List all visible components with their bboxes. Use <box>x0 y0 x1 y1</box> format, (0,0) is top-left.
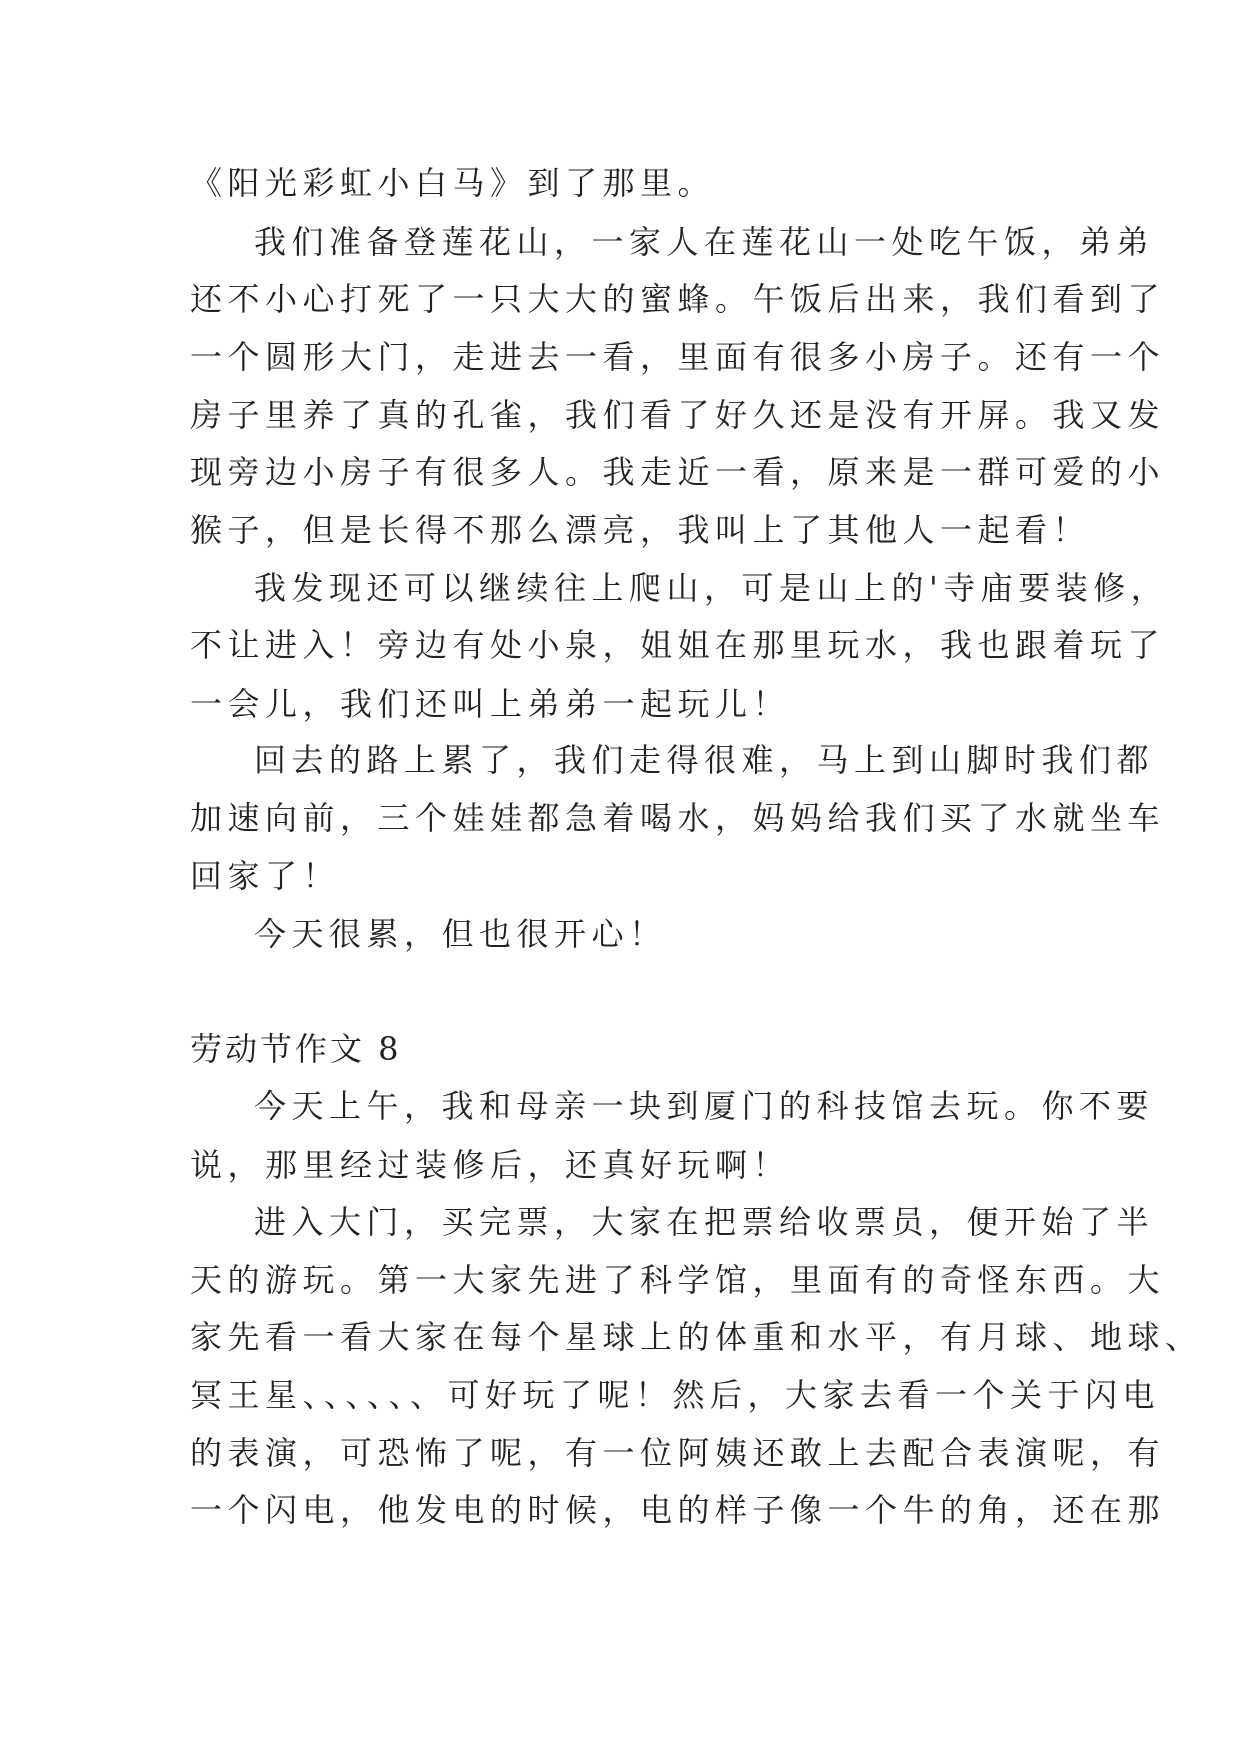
text-line: 现旁边小房子有很多人。我走近一看，原来是一群可爱的小 <box>190 453 1166 491</box>
text-line: 《阳光彩虹小白马》到了那里。 <box>190 164 716 202</box>
text-line: 加速向前，三个娃娃都急着喝水，妈妈给我们买了水就坐车 <box>190 799 1166 837</box>
text-line: 冥王星、、、、、、可好玩了呢！然后，大家去看一个关于闪电 <box>190 1376 1161 1414</box>
paragraph-start: 进入大门，买完票，大家在把票给收票员，便开始了半 <box>254 1203 1155 1241</box>
text-line: 一个圆形大门，走进去一看，里面有很多小房子。还有一个 <box>190 338 1166 376</box>
text-line: 房子里养了真的孔雀，我们看了好久还是没有开屏。我又发 <box>190 396 1166 434</box>
text-line: 的表演，可恐怖了呢，有一位阿姨还敢上去配合表演呢，有 <box>190 1434 1166 1472</box>
paragraph-start: 我发现还可以继续往上爬山，可是山上的'寺庙要装修， <box>254 569 1169 607</box>
text-line: 回家了！ <box>190 857 341 895</box>
text-line: 家先看一看大家在每个星球上的体重和水平，有月球、地球、 <box>190 1318 1203 1356</box>
paragraph-start: 回去的路上累了，我们走得很难，马上到山脚时我们都 <box>254 741 1155 779</box>
text-line: 猴子，但是长得不那么漂亮，我叫上了其他人一起看！ <box>190 511 1091 549</box>
text-line: 说，那里经过装修后，还真好玩啊！ <box>190 1146 791 1184</box>
text-line: 一个闪电，他发电的时候，电的样子像一个牛的角，还在那 <box>190 1491 1166 1529</box>
text-line: 还不小心打死了一只大大的蜜蜂。午饭后出来，我们看到了 <box>190 280 1166 318</box>
text-line: 一会儿，我们还叫上弟弟一起玩儿！ <box>190 685 791 723</box>
text-line: 不让进入！旁边有处小泉，姐姐在那里玩水，我也跟着玩了 <box>190 626 1166 664</box>
paragraph-start: 我们准备登莲花山，一家人在莲花山一处吃午饭，弟弟 <box>254 223 1155 261</box>
text-line: 天的游玩。第一大家先进了科学馆，里面有的奇怪东西。大 <box>190 1261 1166 1299</box>
paragraph-start: 今天很累，但也很开心！ <box>254 915 667 953</box>
section-heading: 劳动节作文 8 <box>190 1030 402 1068</box>
paragraph-start: 今天上午，我和母亲一块到厦门的科技馆去玩。你不要 <box>254 1087 1155 1125</box>
